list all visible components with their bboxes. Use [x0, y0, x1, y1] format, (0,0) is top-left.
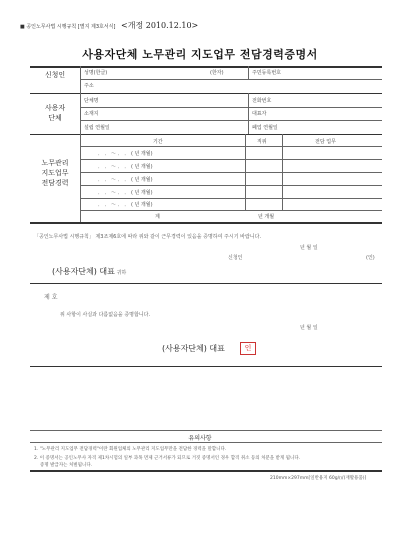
document-title: 사용자단체 노무관리 지도업무 전담경력증명서 — [82, 48, 318, 61]
hanja-label: (한자) — [210, 70, 224, 76]
period-header: 기간 — [153, 139, 163, 145]
official-seal: 인 — [240, 342, 256, 355]
divider — [80, 159, 382, 160]
notes-title: 유의사항 — [188, 435, 212, 442]
career-section-label: 노무관리 지도업무 전담경력 — [41, 159, 69, 187]
divider — [30, 430, 382, 431]
cert-date: 년 월 일 — [300, 325, 318, 331]
request-text: 「공인노무사법 시행규칙」 제3조제6호에 따라 위와 같이 근무경력이 있음을 증명하여 주시기 바랍니다. — [34, 234, 262, 240]
cert-number-label: 제 호 — [44, 294, 58, 301]
divider — [80, 134, 81, 222]
divider — [30, 470, 382, 472]
cert-org-rep: (사용자단체) 대표 — [162, 344, 225, 353]
divider — [30, 283, 382, 284]
duty-header: 전담 업무 — [315, 139, 336, 145]
total-label: 계 — [155, 214, 160, 220]
applicant-sign-label: 신청인 — [228, 255, 243, 261]
divider — [80, 93, 81, 134]
divider — [80, 120, 382, 121]
divider — [248, 66, 249, 79]
form-reference — [20, 20, 198, 31]
total-value: 년 개월 — [258, 214, 275, 220]
founded-label: 설립 연월일 — [84, 125, 110, 131]
paper-size-footer: 210mm×297mm[일반용지 60g/㎡(재활용품)] — [270, 476, 367, 481]
request-date: 년 월 일 — [300, 245, 318, 251]
applicant-section-label: 신청인 — [44, 71, 66, 79]
rep-label: 대표자 — [252, 111, 267, 117]
address-label: 주소 — [84, 83, 94, 89]
divider — [80, 79, 382, 80]
divider — [248, 93, 249, 134]
table-top-border — [30, 66, 382, 68]
org-section-label: 사용자 단체 — [44, 104, 66, 122]
divider — [30, 134, 382, 135]
divider — [30, 93, 382, 94]
divider — [80, 146, 382, 147]
divider — [30, 222, 382, 224]
note-item: 1. "노무관리 지도업무 전담경력"이란 회원업체의 노무관리 지도업무만을 전담한 경력을 말합니다. — [34, 447, 227, 452]
cert-text: 위 사항이 사실과 다름없음을 증명합니다. — [60, 312, 151, 318]
divider — [30, 366, 382, 367]
career-row-period: ． ． ～ ． ． ( 년 개월) — [98, 151, 153, 157]
form-ref-text: ■ 공인노무사법 시행규칙 [별지 제3호서식] — [20, 24, 116, 30]
divider — [80, 198, 382, 199]
career-row-period: ． ． ～ ． ． ( 년 개월) — [98, 202, 153, 208]
org-name-label: 단체명 — [84, 98, 99, 104]
position-header: 직위 — [257, 139, 267, 145]
phone-label: 전화번호 — [252, 98, 272, 104]
divider — [30, 442, 382, 443]
divider — [80, 107, 382, 108]
career-row-period: ． ． ～ ． ． ( 년 개월) — [98, 164, 153, 170]
rrn-label: 주민등록번호 — [252, 70, 281, 76]
career-row-period: ． ． ～ ． ． ( 년 개월) — [98, 177, 153, 183]
career-row-period: ． ． ～ ． ． ( 년 개월) — [98, 190, 153, 196]
closed-label: 폐업 연월일 — [252, 125, 278, 131]
divider — [80, 172, 382, 173]
name-label: 성명(한글) — [84, 70, 108, 76]
addressee-suffix: 귀하 — [116, 270, 127, 276]
request-addressee — [52, 266, 126, 277]
revision-note: <개정 2010.12.10> — [121, 21, 199, 30]
divider — [80, 210, 382, 211]
applicant-seal-mark: (인) — [366, 255, 375, 261]
addressee-org-rep: (사용자단체) 대표 — [52, 267, 115, 276]
divider — [80, 185, 382, 186]
location-label: 소재지 — [84, 111, 99, 117]
note-item: 2. 이 증명서는 공인노무사 자격 제1차시험의 일부 과목 면제 근거서류가 되므로 거짓 증명서인 경우 합격 취소 등의 처분을 받게 됩니다. — [34, 456, 301, 461]
note-item-continued: 증명 발급자는 처벌됩니다. — [40, 463, 93, 468]
